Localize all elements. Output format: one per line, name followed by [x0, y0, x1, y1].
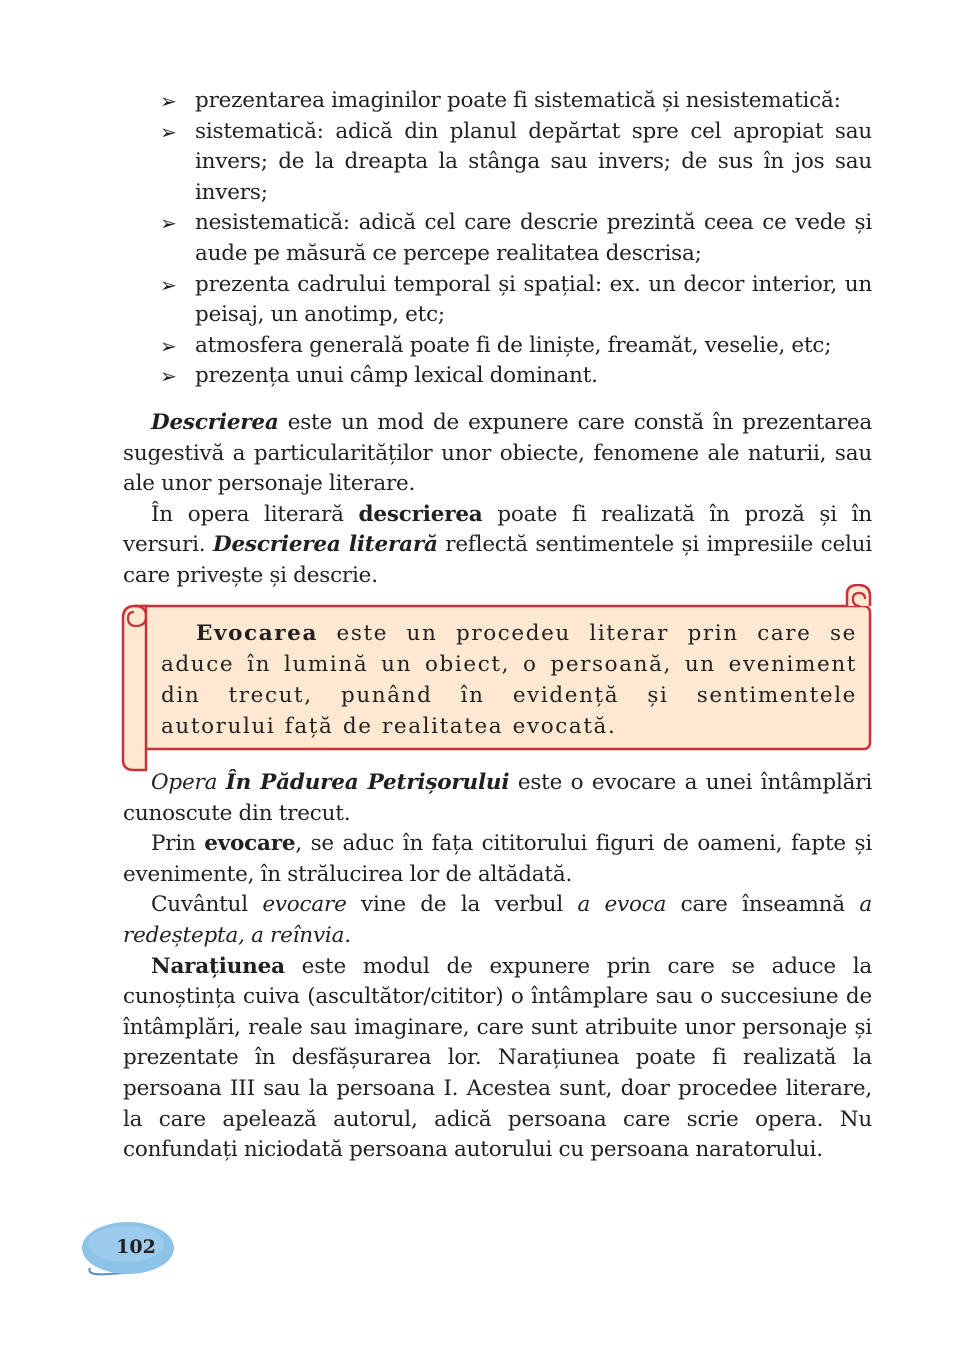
descriere-literara-term: Descrierea literară [213, 532, 438, 558]
evocare-paragraph-2 [123, 829, 872, 890]
naratiune-paragraph [123, 952, 872, 1166]
bullet-text: sistematică: adică din planul depărtat spre cel apropiat sau invers; de la dreapta la stânga sau invers; de sus în jos sau invers; [195, 118, 872, 205]
evocare-definition [161, 618, 857, 742]
text-span: Prin [151, 831, 205, 857]
text-span: reflectă sentimentele și impresiile celui care privește și descrie. [123, 532, 872, 588]
italic-span: Opera [151, 770, 218, 795]
list-item [160, 270, 872, 331]
bullet-text: prezenta cadrului temporal și spațial: ex. un decor interior, un peisaj, un anotimp, etc; [195, 271, 872, 328]
bold-term: evocare [204, 831, 296, 857]
arrowhead-bullet-icon: ➢ [160, 89, 177, 113]
work-title: În Pădurea Petrișorului [225, 770, 510, 795]
bullet-list [160, 86, 872, 392]
text-span: poate fi realizată în proză și în versuri. [123, 501, 872, 558]
list-item [160, 208, 872, 269]
italic-span: a evoca [577, 892, 667, 918]
bullet-text: atmosfera generală poate fi de liniște, freamăt, veselie, etc; [195, 332, 832, 358]
arrowhead-bullet-icon: ➢ [160, 272, 177, 297]
list-item [160, 86, 872, 117]
text-span: Cuvântul [151, 892, 263, 918]
evocare-paragraph-1 [123, 768, 872, 829]
arrowhead-bullet-icon: ➢ [160, 333, 177, 358]
arrowhead-bullet-icon: ➢ [160, 211, 177, 236]
naratiune-term: Narațiunea [151, 953, 285, 979]
arrowhead-bullet-icon: ➢ [160, 119, 177, 144]
page-number: 102 [116, 1236, 156, 1258]
bullet-text: prezentarea imaginilor poate fi sistematică și nesistematică: [195, 88, 841, 113]
text-span: vine de la verbul [346, 892, 578, 918]
text-span: În opera literară [151, 501, 359, 527]
list-item [160, 361, 872, 392]
descriere-paragraph [123, 408, 872, 500]
text-span: care înseamnă [666, 892, 860, 918]
evocare-term: Evocarea [196, 621, 318, 646]
list-item [160, 331, 872, 362]
arrowhead-bullet-icon: ➢ [160, 364, 177, 389]
descriere-section [123, 408, 872, 592]
bold-term: descrierea [358, 501, 483, 527]
bullet-text: prezența unui câmp lexical dominant. [195, 363, 598, 389]
descriere-text: este un mod de expunere care constă în prezentarea sugestivă a particularităților unor obiecte, fenomene ale naturii, sau ale unor personaje literare. [123, 410, 872, 497]
text-span: , se aduc în fața cititorului figuri de oameni, fapte și evenimente, în strălucirea lor de altădată. [123, 831, 872, 887]
descriere-term: Descrierea [151, 410, 279, 435]
list-item [160, 117, 872, 209]
evocare-section [123, 768, 872, 1166]
evocare-definition-text: este un procedeu literar prin care se aduce în lumină un obiect, o persoană, un eveniment din trecut, punând în evidență și sentimentele autorului față de realitatea evocată. [161, 621, 857, 739]
evocare-paragraph-3 [123, 890, 872, 951]
text-span: este o evocare a unei întâmplări cunoscute din trecut. [123, 770, 872, 826]
italic-span: a redeștepta, a reînvia. [123, 892, 872, 948]
bullet-text: nesistematică: adică cel care descrie prezintă ceea ce vede și aude pe măsură ce percepe realitatea descrisa; [195, 210, 872, 266]
descriere-literara-paragraph [123, 500, 872, 592]
naratiune-text: este modul de expunere prin care se aduce la cunoștința cuiva (ascultător/cititor) o întâmplare sau o succesiune de întâmplări, reale sau imaginare, care sunt atribuite unor personaje și prezentate în desfășurarea lor. Narațiunea poate fi realizată la persoana III sau la persoana I. Acestea sunt, doar procedee literare, la care apelează autorul, adică persoana care scrie opera. Nu confundați niciodată persoana autorului cu persoana naratorului. [123, 953, 872, 1163]
italic-span: evocare [262, 892, 347, 918]
